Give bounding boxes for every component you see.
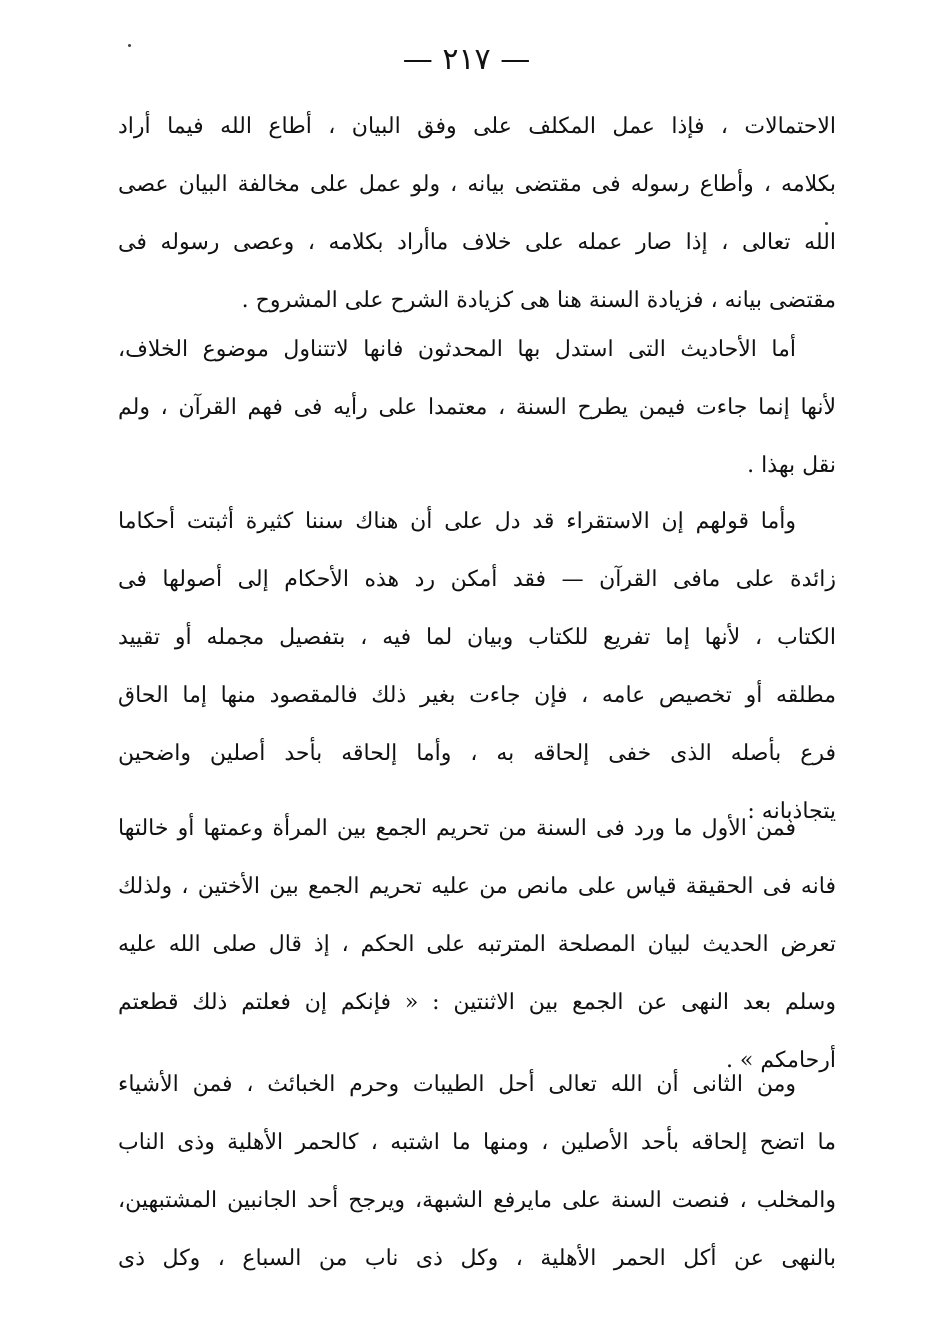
text-line: أما الأحاديث التى استدل بها المحدثون فانها لاتتناول موضوع الخلاف، <box>118 337 796 362</box>
text-line: الكتاب ، لأنها إما تفريع للكتاب وبيان لما فيه ، بتفصيل مجمله أو تقييد <box>118 625 836 650</box>
text-line: فمن الأول ما ورد فى السنة من تحريم الجمع بين المرأة وعمتها أو خالتها <box>118 816 796 841</box>
text-line: ومن الثانى أن الله تعالى أحل الطيبات وحرم الخبائث ، فمن الأشياء <box>118 1072 796 1097</box>
paragraph-2 <box>118 321 836 495</box>
page-number: — ٢١٧ — <box>402 42 531 77</box>
text-line: والمخلب ، فنصت السنة على مايرفع الشبهة، ويرجح أحد الجانبين المشتبهين، <box>118 1188 836 1213</box>
text-line: بكلامه ، وأطاع رسوله فى مقتضى بيانه ، ولو عمل على مخالفة البيان عصى <box>118 172 836 197</box>
text-line: مطلقه أو تخصيص عامه ، فإن جاءت بغير ذلك فالمقصود منها إما الحاق <box>118 683 836 708</box>
text-line: وأما قولهم إن الاستقراء قد دل على أن هناك سننا كثيرة أثبتت أحكاما <box>118 509 796 534</box>
paragraph-3 <box>118 493 836 841</box>
text-line: الله تعالى ، إذا صار عمله على خلاف ماأراد بكلامه ، وعصى رسوله فى <box>118 230 836 255</box>
text-line: أرحامكم » . <box>725 1048 836 1073</box>
text-line: زائدة على مافى القرآن — فقد أمكن رد هذه الأحكام إلى أصولها فى <box>118 567 836 592</box>
text-line: وسلم بعد النهى عن الجمع بين الاثنتين : « فإنكم إن فعلتم ذلك قطعتم <box>118 990 836 1015</box>
text-line: الاحتمالات ، فإذا عمل المكلف على وفق البيان ، أطاع الله فيما أراد <box>118 114 836 139</box>
text-line: فرع بأصله الذى خفى إلحاقه به ، وأما إلحاقه بأحد أصلين واضحين <box>118 741 836 766</box>
text-line: بالنهى عن أكل الحمر الأهلية ، وكل ذى ناب من السباع ، وكل ذى <box>118 1246 836 1271</box>
text-line: فانه فى الحقيقة قياس على مانص من عليه تحريم الجمع بين الأختين ، ولذلك <box>118 874 836 899</box>
text-line: مقتضى بيانه ، فزيادة السنة هنا هى كزيادة الشرح على المشروح . <box>241 288 836 313</box>
paragraph-5 <box>118 1056 836 1288</box>
text-line: لأنها إنما جاءت فيمن يطرح السنة ، معتمدا على رأيه فى فهم القرآن ، ولم <box>118 395 836 420</box>
text-line: ما اتضح إلحاقه بأحد الأصلين ، ومنها ما اشتبه ، كالحمر الأهلية وذى الناب <box>118 1130 836 1155</box>
body-text <box>118 98 836 1298</box>
text-line: تعرض الحديث لبيان المصلحة المترتبه على الحكم ، إذ قال صلى الله عليه <box>118 932 836 957</box>
text-line: يتجاذبانه : <box>747 799 836 824</box>
text-line: نقل بهذا . <box>747 453 836 478</box>
paragraph-1 <box>118 98 836 330</box>
paragraph-4 <box>118 800 836 1090</box>
scan-speck <box>128 44 131 47</box>
